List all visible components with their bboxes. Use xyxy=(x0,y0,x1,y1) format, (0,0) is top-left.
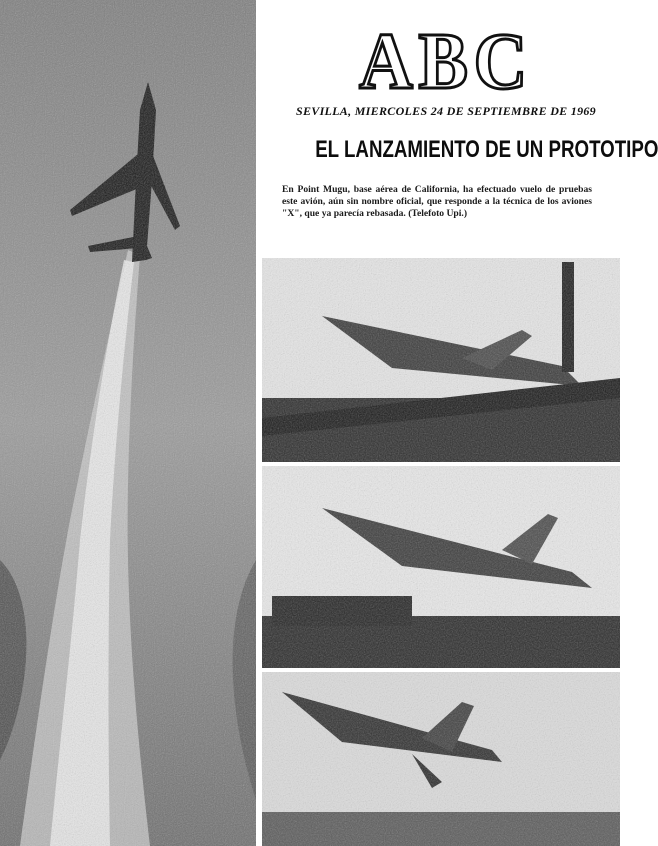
page-headline: EL LANZAMIENTO DE UN PROTOTIPO xyxy=(315,136,658,163)
launcher-photo-1 xyxy=(262,258,620,462)
masthead xyxy=(296,18,596,106)
abc-logo: ABC xyxy=(359,18,533,106)
launcher-photo-3 xyxy=(262,672,620,846)
rocket-launch-photo xyxy=(0,0,256,846)
dateline: SEVILLA, MIERCOLES 24 DE SEPTIEMBRE DE 1969 xyxy=(296,104,596,118)
photo-caption: En Point Mugu, base aérea de California, ha efectuado vuelo de pruebas este avión, aún sin nombre oficial, que responde a la técnica de los aviones "X", que ya parecía rebasada. (Telefoto Upi.) xyxy=(282,184,592,219)
launcher-photo-2 xyxy=(262,466,620,668)
